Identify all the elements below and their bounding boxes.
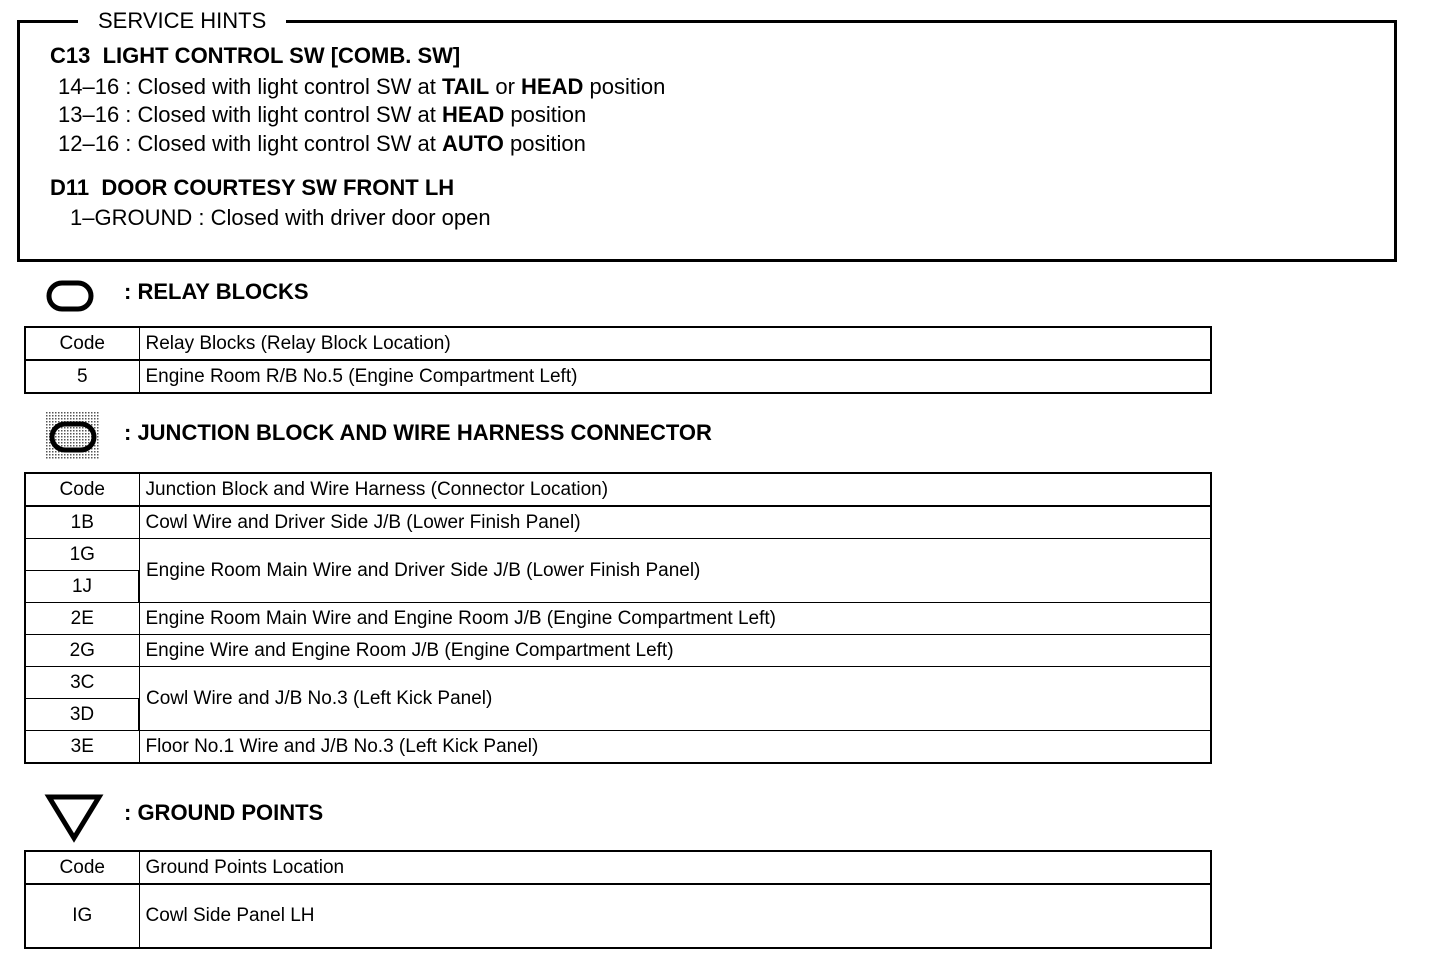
location-header: Ground Points Location <box>139 851 1211 884</box>
d11-heading: D11 DOOR COURTESY SW FRONT LH <box>50 175 455 200</box>
table-row <box>25 884 1211 948</box>
table-row <box>25 731 1211 764</box>
location-cell: Engine Room R/B No.5 (Engine Compartment Left) <box>139 360 1211 393</box>
code-header: Code <box>25 851 139 884</box>
service-hints-title: SERVICE HINTS <box>78 9 286 33</box>
table-row <box>25 506 1211 539</box>
ground-point-triangle-icon <box>44 792 104 844</box>
d11-hint-line: 1–GROUND : Closed with driver door open <box>70 205 491 230</box>
c13-hint-line: 13–16 : Closed with light control SW at HEAD position <box>58 102 587 127</box>
table-row <box>25 635 1211 667</box>
table-row <box>25 539 1211 571</box>
code-cell: 2G <box>25 635 139 667</box>
junction-block-title: : JUNCTION BLOCK AND WIRE HARNESS CONNECTOR <box>124 420 712 445</box>
location-cell: Engine Room Main Wire and Driver Side J/B (Lower Finish Panel) <box>139 539 1211 603</box>
location-cell: Engine Wire and Engine Room J/B (Engine Compartment Left) <box>139 635 1211 667</box>
table-row <box>25 603 1211 635</box>
code-cell: 3C <box>25 667 139 699</box>
table-row <box>25 360 1211 393</box>
code-header: Code <box>25 327 139 360</box>
code-cell: IG <box>25 884 139 948</box>
relay-blocks-title: : RELAY BLOCKS <box>124 279 309 304</box>
location-header: Relay Blocks (Relay Block Location) <box>139 327 1211 360</box>
location-header: Junction Block and Wire Harness (Connector Location) <box>139 473 1211 506</box>
table-row <box>25 667 1211 699</box>
location-cell: Cowl Wire and J/B No.3 (Left Kick Panel) <box>139 667 1211 731</box>
code-cell: 3E <box>25 731 139 764</box>
code-header: Code <box>25 473 139 506</box>
location-cell: Cowl Side Panel LH <box>139 884 1211 948</box>
code-cell: 1J <box>25 571 139 603</box>
location-cell: Cowl Wire and Driver Side J/B (Lower Finish Panel) <box>139 506 1211 539</box>
code-cell: 1G <box>25 539 139 571</box>
code-cell: 5 <box>25 360 139 393</box>
ground-points-table <box>24 850 1212 949</box>
ground-points-title: : GROUND POINTS <box>124 800 324 825</box>
code-cell: 1B <box>25 506 139 539</box>
table-header-row <box>25 851 1211 884</box>
relay-blocks-table <box>24 326 1212 394</box>
c13-heading: C13 LIGHT CONTROL SW [COMB. SW] <box>50 43 461 68</box>
table-header-row <box>25 327 1211 360</box>
relay-block-icon <box>46 278 94 314</box>
junction-block-icon <box>46 412 100 460</box>
c13-hint-line: 12–16 : Closed with light control SW at AUTO position <box>58 131 586 156</box>
location-cell: Engine Room Main Wire and Engine Room J/B (Engine Compartment Left) <box>139 603 1211 635</box>
table-header-row <box>25 473 1211 506</box>
c13-hint-line: 14–16 : Closed with light control SW at TAIL or HEAD position <box>58 74 666 99</box>
junction-block-table <box>24 472 1212 764</box>
code-cell: 2E <box>25 603 139 635</box>
code-cell: 3D <box>25 699 139 731</box>
location-cell: Floor No.1 Wire and J/B No.3 (Left Kick Panel) <box>139 731 1211 764</box>
